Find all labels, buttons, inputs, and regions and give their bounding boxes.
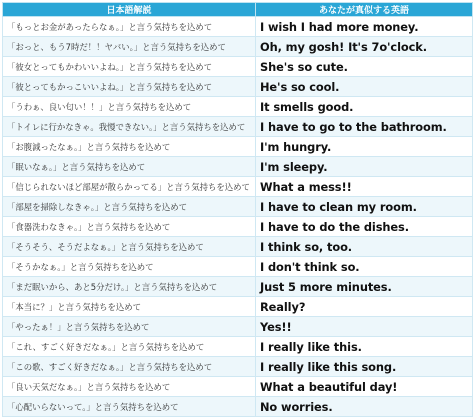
table-row [3,57,473,77]
english-cell: She's so cute. [256,57,473,77]
japanese-cell: 「眠いなぁ。」と言う気持ちを込めて [3,157,256,177]
english-cell: It smells good. [256,97,473,117]
table-row [3,197,473,217]
english-cell: Yes!! [256,317,473,337]
japanese-cell: 「お腹減ったなぁ。」と言う気持ちを込めて [3,137,256,157]
table-row [3,137,473,157]
japanese-cell: 「本当に？」と言う気持ちを込めて [3,297,256,317]
table-body [3,17,473,417]
japanese-cell: 「食器洗わなきゃ。」と言う気持ちを込めて [3,217,256,237]
table-header [3,3,473,17]
table-row [3,317,473,337]
table-row [3,217,473,237]
japanese-cell: 「もっとお金があったらなぁ。」と言う気持ちを込めて [3,17,256,37]
english-cell: I don't think so. [256,257,473,277]
english-cell: He's so cool. [256,77,473,97]
japanese-cell: 「トイレに行かなきゃ。我慢できない。」と言う気持ちを込めて [3,117,256,137]
table-row [3,77,473,97]
japanese-cell: 「そうそう、そうだよなぁ。」と言う気持ちを込めて [3,237,256,257]
table-row [3,117,473,137]
table-row [3,97,473,117]
english-cell: What a beautiful day! [256,377,473,397]
english-cell: Really? [256,297,473,317]
phrase-table [2,2,473,417]
japanese-cell: 「心配いらないって。」と言う気持ちを込めて [3,397,256,417]
english-cell: Just 5 more minutes. [256,277,473,297]
header-japanese-explanation: 日本語解説 [3,3,256,17]
english-cell: I have to clean my room. [256,197,473,217]
table-row [3,237,473,257]
english-cell: I'm sleepy. [256,157,473,177]
table-row [3,377,473,397]
header-row [3,3,473,17]
english-cell: I have to do the dishes. [256,217,473,237]
table-row [3,37,473,57]
english-cell: What a mess!! [256,177,473,197]
japanese-cell: 「おっと、もう7時だ！！ヤバい。」と言う気持ちを込めて [3,37,256,57]
table-row [3,177,473,197]
english-cell: I'm hungry. [256,137,473,157]
japanese-cell: 「彼とってもかっこいいよね。」と言う気持ちを込めて [3,77,256,97]
english-cell: I wish I had more money. [256,17,473,37]
header-english-phrase: あなたが真似する英語 [256,3,473,17]
japanese-cell: 「彼女とってもかわいいよね。」と言う気持ちを込めて [3,57,256,77]
japanese-cell: 「良い天気だなぁ。」と言う気持ちを込めて [3,377,256,397]
japanese-cell: 「うわぁ、良い匂い！！」と言う気持ちを込めて [3,97,256,117]
english-cell: Oh, my gosh! It's 7o'clock. [256,37,473,57]
english-cell: I have to go to the bathroom. [256,117,473,137]
japanese-cell: 「部屋を掃除しなきゃ。」と言う気持ちを込めて [3,197,256,217]
english-cell: No worries. [256,397,473,417]
table-row [3,397,473,417]
english-cell: I think so, too. [256,237,473,257]
english-cell: I really like this song. [256,357,473,377]
japanese-cell: 「やったぁ！」と言う気持ちを込めて [3,317,256,337]
table-row [3,257,473,277]
table-row [3,337,473,357]
table-row [3,157,473,177]
table-row [3,357,473,377]
japanese-cell: 「まだ眠いから、あと5分だけ。」と言う気持ちを込めて [3,277,256,297]
japanese-cell: 「信じられないほど部屋が散らかってる」と言う気持ちを込めて [3,177,256,197]
table-row [3,277,473,297]
japanese-cell: 「これ、すごく好きだなぁ。」と言う気持ちを込めて [3,337,256,357]
japanese-cell: 「この歌、すごく好きだなぁ。」と言う気持ちを込めて [3,357,256,377]
english-cell: I really like this. [256,337,473,357]
table-row [3,297,473,317]
japanese-cell: 「そうかなぁ。」と言う気持ちを込めて [3,257,256,277]
table-row [3,17,473,37]
